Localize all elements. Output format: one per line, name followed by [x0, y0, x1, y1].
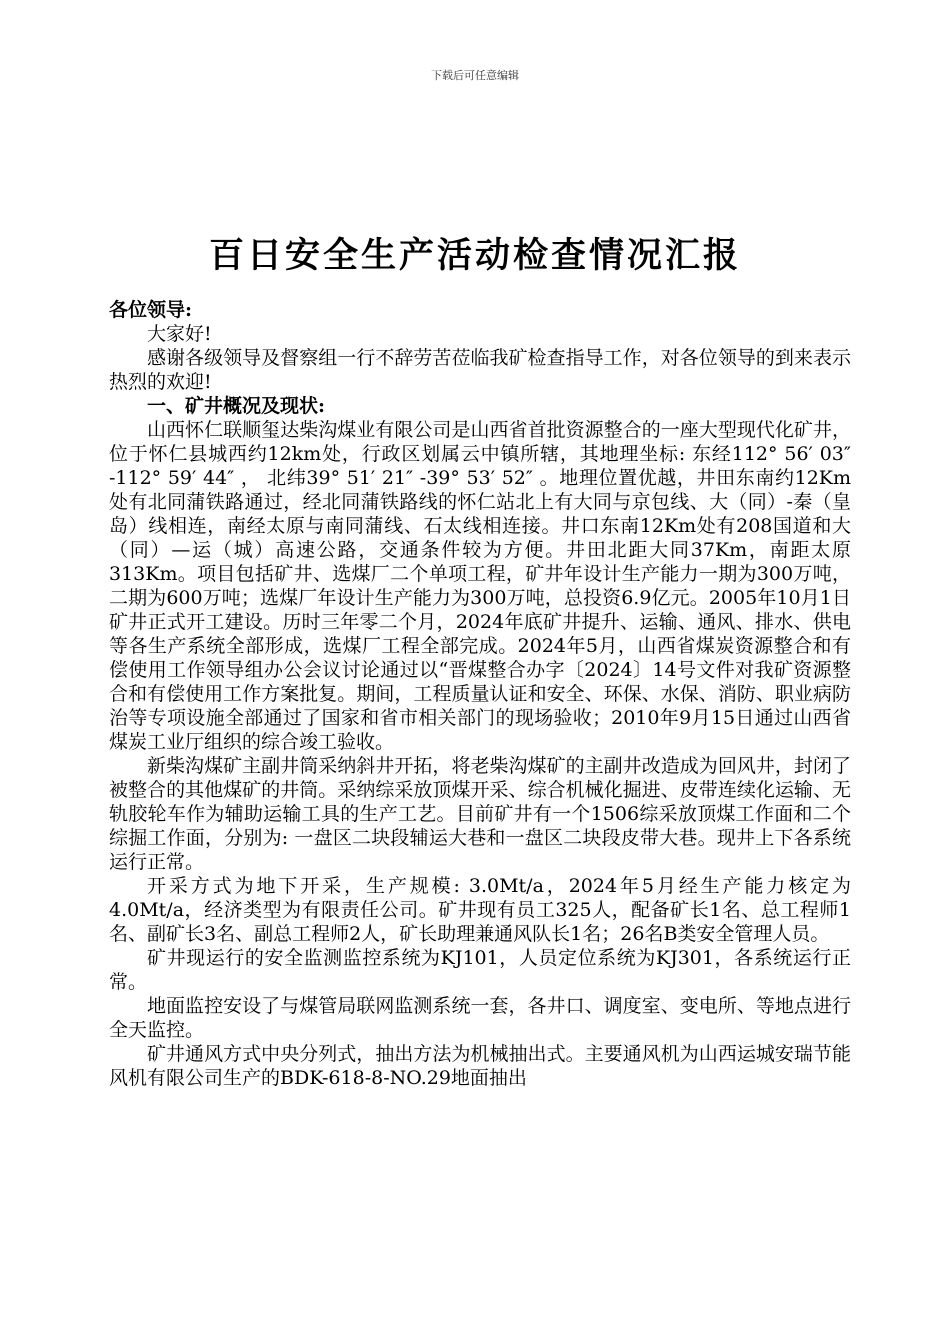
greeting-paragraph: 大家好!: [147, 323, 212, 345]
mining-method-paragraph: 开采方式为地下开采，生产规模: 3.0Mt/a，2024年5月经生产能力核定为4.0Mt/a，经济类型为有限责任公司。矿井现有员工325人，配备矿长1名、总工程师1名、副矿长3名、副总工程师2人，矿长助理兼通风队长1名；26名B类安全管理人员。: [109, 875, 851, 945]
section-heading-mine-overview: 一、矿井概况及现状:: [147, 395, 326, 417]
report-body: [109, 298, 851, 1090]
overview-paragraph: 山西怀仁联顺玺达柴沟煤业有限公司是山西省首批资源整合的一座大型现代化矿井，位于怀仁县城西约12km处，行政区划属云中镇所辖，其地理坐标: 东经112° 56′ 03″ -112° 59′ 44″ ， 北纬39° 51′ 21″ -39° 53′ 52″ 。地理位置优越，井田东南约12Km处有北同蒲铁路通过，经北同蒲铁路线的怀仁站北上有大同与京包线、大（同）-秦（皇岛）线相连，南经太原与南同蒲线、石太线相连接。井口东南12Km处有208国道和大（同）—运（城）高速公路，交通条件较为方便。井田北距大同37Km，南距太原313Km。项目包括矿井、选煤厂二个单项工程，矿井年设计生产能力一期为300万吨，二期为600万吨；选煤厂年设计生产能力为300万吨，总投资6.9亿元。2005年10月1日矿井正式开工建设。历时三年零二个月，2024年底矿井提升、运输、通风、排水、供电等各生产系统全部形成，选煤厂工程全部完成。2024年5月，山西省煤炭资源整合和有偿使用工作领导组办公会议讨论通过以“晋煤整合办字〔2024〕14号文件对我矿资源整合和有偿使用工作方案批复。期间，工程质量认证和安全、环保、水保、消防、职业病防治等专项设施全部通过了国家和省市相关部门的现场验收；2010年9月15日通过山西省煤炭工业厅组织的综合竣工验收。: [109, 419, 851, 753]
surface-monitoring-paragraph: 地面监控安设了与煤管局联网监测系统一套，各井口、调度室、变电所、等地点进行全天监控。: [109, 995, 851, 1041]
salutation: 各位领导:: [109, 299, 193, 321]
report-title: 百日安全生产活动检查情况汇报: [208, 235, 741, 276]
ventilation-paragraph: 矿井通风方式中央分列式，抽出方法为机械抽出式。主要通风机为山西运城安瑞节能风机有限公司生产的BDK-618-8-NO.29地面抽出: [109, 1043, 851, 1089]
monitoring-paragraph: 矿井现运行的安全监测监控系统为KJ101，人员定位系统为KJ301，各系统运行正常。: [109, 947, 851, 993]
thanks-paragraph: 感谢各级领导及督察组一行不辞劳苦莅临我矿检查指导工作，对各位领导的到来表示热烈的欢迎!: [109, 347, 851, 393]
page-header-note: 下载后可任意编辑: [431, 69, 519, 82]
new-mine-paragraph: 新柴沟煤矿主副井筒采纳斜井开拓，将老柴沟煤矿的主副井改造成为回风井，封闭了被整合的其他煤矿的井筒。采纳综采放顶煤开采、综合机械化掘进、皮带连续化运输、无轨胶轮车作为辅助运输工具的生产工艺。目前矿井有一个1506综采放顶煤工作面和二个综掘工作面，分别为: 一盘区二块段辅运大巷和一盘区二块段皮带大巷。现井上下各系统运行正常。: [109, 755, 851, 873]
